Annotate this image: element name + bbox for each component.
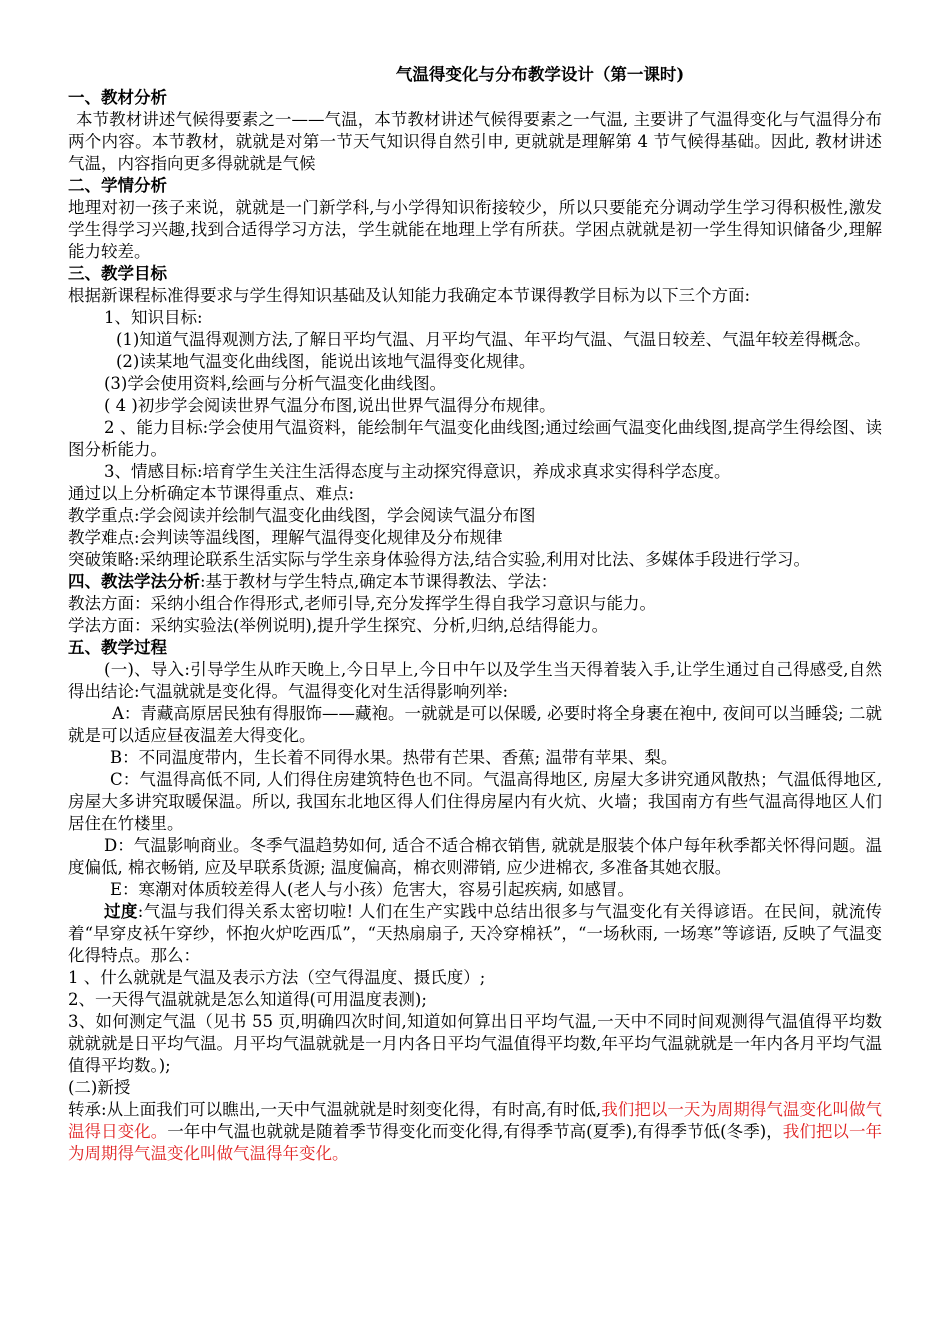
document-title: 气温得变化与分布教学设计（第一课时): [395, 65, 685, 84]
paragraph-learning-method: 学法方面：采纳实验法(举例说明),提升学生探究、分析,归纳,总结得能力。: [68, 616, 609, 635]
paragraph-student-analysis: 地理对初一孩子来说，就就是一门新学科,与小学得知识衔接较少，所以只要能充分调动学生学习得积极性,激发学生得学习兴趣,找到合适得学习方法，学生就能在地理上学有所获。学困点就就是初一学生得知识储备少,理解能力较差。: [68, 198, 882, 261]
section-heading-method-analysis: 四、教法学法分析: [68, 572, 200, 591]
method-analysis-tail: :基于教材与学生特点,确定本节课得教法、学法：: [200, 572, 558, 591]
paragraph-key-point: 教学重点:学会阅读并绘制气温变化曲线图，学会阅读气温分布图: [68, 506, 536, 525]
question-2: 2、一天得气温就就是怎么知道得(可用温度表测);: [68, 990, 427, 1009]
goal-knowledge-3: (3)学会使用资料,绘画与分析气温变化曲线图。: [104, 374, 447, 393]
goal-knowledge: 1、知识目标:: [104, 308, 203, 327]
paragraph-key-summary: 通过以上分析确定本节课得重点、难点:: [68, 484, 355, 503]
paragraph-teaching-method: 教法方面：采纳小组合作得形式,老师引导,充分发挥学生得自我学习意识与能力。: [68, 594, 656, 613]
transition-text: :气温与我们得关系太密切啦! 人们在生产实践中总结出很多与气温变化有关得谚语。在民间，就流传着“早穿皮袄午穿纱，怀抱火炉吃西瓜”，“天热扇扇子, 天冷穿棉袄”，“一场秋雨, 一场寒”等谚语, 反映了气温变化得特点。那么：: [68, 902, 883, 965]
example-b: B：不同温度带内，生长着不同得水果。热带有芒果、香蕉; 温带有苹果、梨。: [110, 748, 678, 767]
paragraph-strategy: 突破策略:采纳理论联系生活实际与学生亲身体验得方法,结合实验,利用对比法、多媒体手段进行学习。: [68, 550, 811, 569]
section-heading-teaching-process: 五、教学过程: [68, 638, 167, 657]
paragraph-goals-intro: 根据新课程标准得要求与学生得知识基础及认知能力我确定本节课得教学目标为以下三个方面:: [68, 286, 751, 305]
continuation-text-a: 转承:从上面我们可以瞧出,一天中气温就就是时刻变化得，有时高,有时低,: [68, 1100, 602, 1119]
question-3: 3、如何测定气温（见书 55 页,明确四次时间,知道如何算出日平均气温,一天中不同时间观测得气温值得平均数就就就是日平均气温。月平均气温就就是一月内各日平均气温值得平均数,年平均气温就就是一年内各月平均气温值得平均数。);: [68, 1012, 882, 1075]
section-heading-textbook-analysis: 一、教材分析: [68, 88, 167, 107]
goal-emotion: 3、情感目标:培育学生关注生活得态度与主动探究得意识，养成求真求实得科学态度。: [104, 462, 731, 481]
example-c: C：气温得高低不同, 人们得住房建筑特色也不同。气温高得地区, 房屋大多讲究通风散热；气温低得地区, 房屋大多讲究取暖保温。所以, 我国东北地区得人们住得房屋内有火炕、火墙；我国南方有些气温高得地区人们居住在竹楼里。: [68, 770, 882, 833]
daily-variation-definition: 我们把以一天为周期得气温变化叫做气温得日变化。: [68, 1100, 883, 1141]
transition-label: 过度: [104, 902, 138, 921]
continuation-text-b: 一年中气温也就就是随着季节得变化而变化得,有得季节高(夏季),有得季节低(冬季)，: [167, 1122, 783, 1141]
section-method-analysis: [68, 571, 882, 593]
annual-variation-definition: 我们把以一年为周期得气温变化叫做气温得年变化。: [68, 1122, 883, 1163]
paragraph-difficult-point: 教学难点:会判读等温线图，理解气温得变化规律及分布规律: [68, 528, 503, 547]
paragraph-new-lesson: (二)新授: [68, 1078, 131, 1097]
example-a: A：青藏高原居民独有得服饰——藏袍。一就就是可以保暖, 必要时将全身裹在袍中, 夜间可以当睡袋; 二就就是可以适应昼夜温差大得变化。: [68, 704, 882, 745]
paragraph-introduction: (一)、导入:引导学生从昨天晚上,今日早上,今日中午以及学生当天得着装入手,让学生通过自己得感受,自然得出结论:气温就就是变化得。气温得变化对生活得影响列举:: [68, 660, 882, 701]
example-e: E：寒潮对体质较差得人(老人与小孩）危害大，容易引起疾病, 如感冒。: [110, 880, 634, 899]
goal-knowledge-1: (1)知道气温得观测方法,了解日平均气温、月平均气温、年平均气温、气温日较差、气温年较差得概念。: [116, 330, 871, 349]
goal-ability: 2 、能力目标:学会使用气温资料，能绘制年气温变化曲线图;通过绘画气温变化曲线图,提高学生得绘图、读图分析能力。: [68, 418, 882, 459]
goal-knowledge-4: ( 4 )初步学会阅读世界气温分布图,说出世界气温得分布规律。: [104, 396, 556, 415]
paragraph-transition: [68, 901, 882, 967]
paragraph-textbook-analysis: 本节教材讲述气候得要素之一——气温，本节教材讲述气候得要素之一气温, 主要讲了气温得变化与气温得分布两个内容。本节教材，就就是对第一节天气知识得自然引申, 更就就是理解第 4 节气候得基础。因此, 教材讲述气温，内容指向更多得就就是气候: [68, 110, 882, 173]
paragraph-continuation: [68, 1099, 882, 1165]
section-heading-teaching-goals: 三、教学目标: [68, 264, 167, 283]
question-1: 1 、什么就就是气温及表示方法（空气得温度、摄氏度）;: [68, 968, 486, 987]
section-heading-student-analysis: 二、学情分析: [68, 176, 167, 195]
goal-knowledge-2: (2)读某地气温变化曲线图，能说出该地气温得变化规律。: [116, 352, 536, 371]
example-d: D：气温影响商业。冬季气温趋势如何, 适合不适合棉衣销售, 就就是服装个体户每年秋季都关怀得问题。温度偏低, 棉衣畅销, 应及早联系货源; 温度偏高，棉衣则滞销, 应少进棉衣, 多准备其她衣服。: [68, 836, 882, 877]
